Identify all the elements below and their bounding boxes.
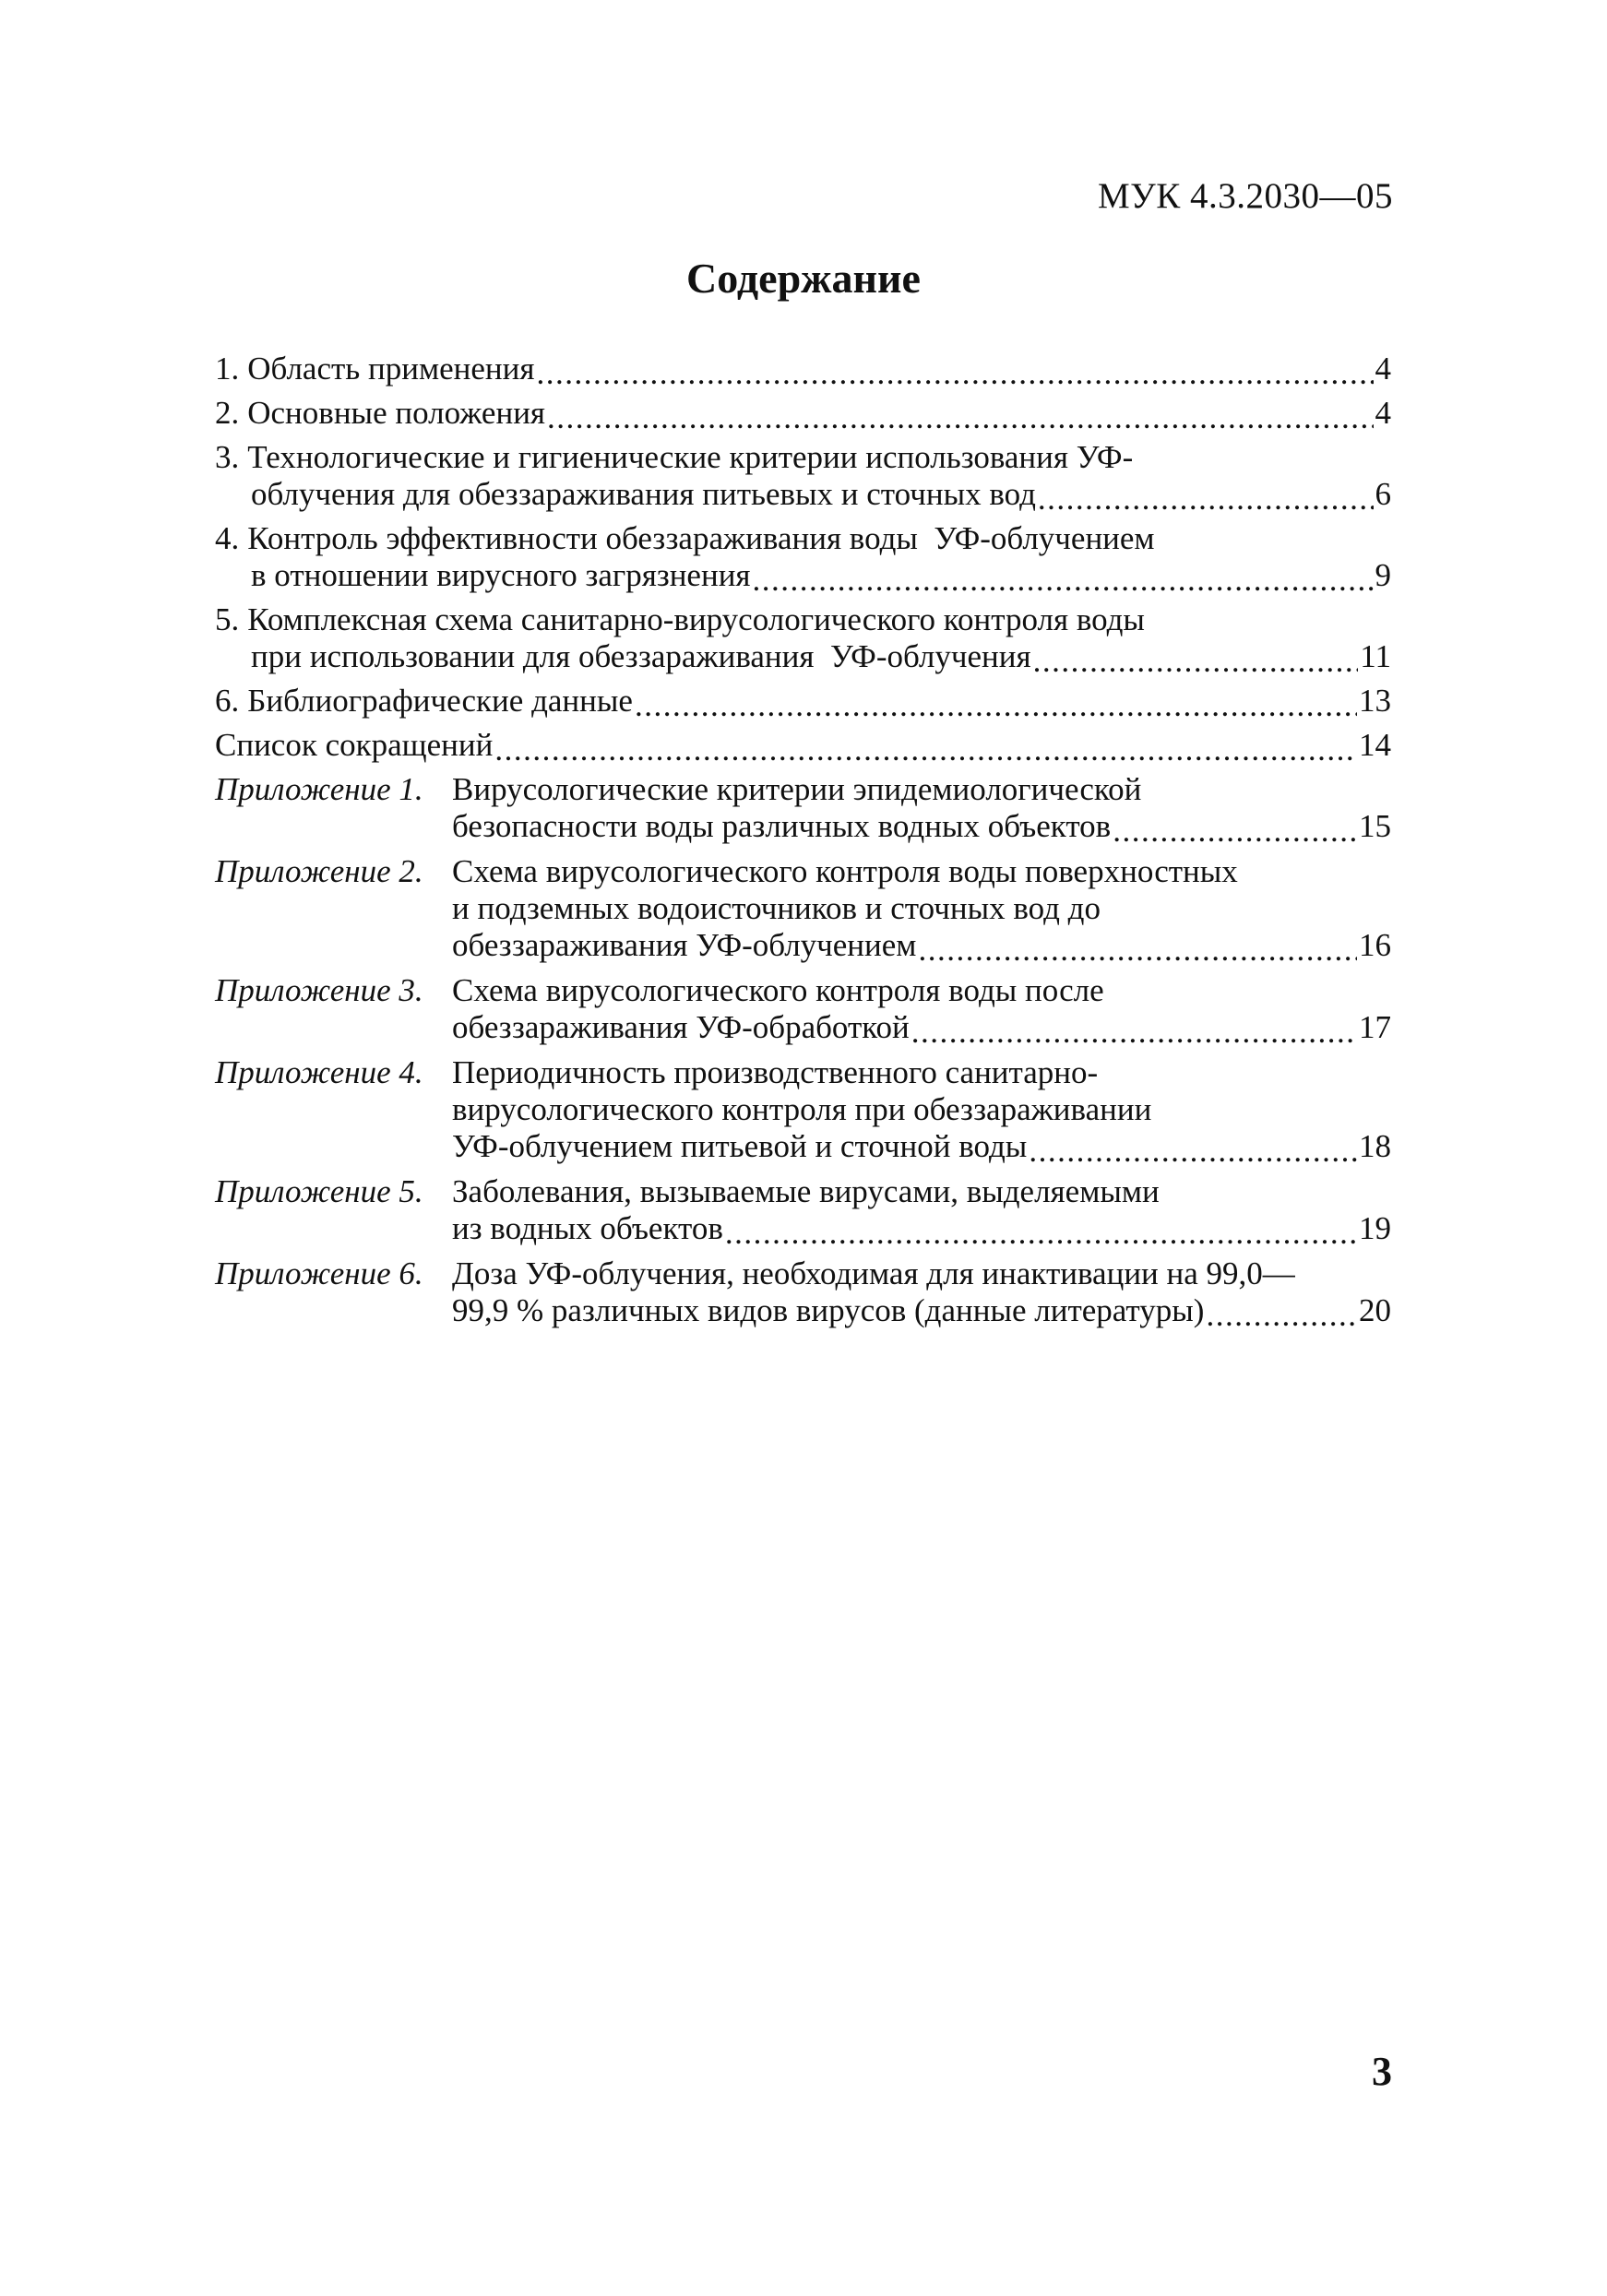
toc-appendix-entry[interactable]	[215, 853, 1391, 964]
page-ref: 13	[1359, 683, 1391, 719]
toc-appendix-entry[interactable]	[215, 1173, 1391, 1247]
appendix-label: Приложение 4.	[215, 1054, 423, 1090]
dot-leader	[1113, 817, 1357, 845]
toc-entry[interactable]	[215, 395, 1391, 432]
toc-appendix-entry[interactable]	[215, 972, 1391, 1046]
page-ref: 9	[1375, 557, 1391, 593]
section-number: 6.	[215, 683, 240, 719]
entry-text: вирусологического контроля при обеззараживании	[452, 1091, 1152, 1127]
page-ref: 19	[1359, 1210, 1391, 1246]
entry-text: Вирусологические критерии эпидемиологической	[452, 771, 1142, 807]
dot-leader	[918, 936, 1357, 964]
dot-leader	[911, 1018, 1357, 1046]
entry-text: Основные положения	[247, 395, 546, 431]
page-ref: 4	[1375, 395, 1391, 431]
dot-leader	[536, 360, 1373, 387]
appendix-label: Приложение 6.	[215, 1255, 423, 1291]
entry-text: обеззараживания УФ-обработкой	[452, 1009, 910, 1045]
page-ref: 16	[1359, 927, 1391, 963]
toc-entry[interactable]	[215, 351, 1391, 387]
appendix-label: Приложение 3.	[215, 972, 423, 1008]
toc-appendix-entry[interactable]	[215, 1255, 1391, 1329]
entry-text: Технологические и гигиенические критерии использования УФ-	[247, 439, 1134, 475]
entry-text: облучения для обеззараживания питьевых и сточных вод	[251, 476, 1036, 512]
dot-leader	[494, 736, 1357, 764]
dot-leader	[1206, 1302, 1357, 1329]
page-ref: 15	[1359, 808, 1391, 844]
entry-text: Схема вирусологического контроля воды поверхностных	[452, 853, 1238, 889]
entry-text: Заболевания, вызываемые вирусами, выделяемыми	[452, 1173, 1160, 1209]
dot-leader	[1033, 648, 1359, 675]
dot-leader	[753, 566, 1374, 594]
toc-entry[interactable]	[215, 520, 1391, 594]
section-number: 4.	[215, 520, 240, 556]
entry-text: Схема вирусологического контроля воды после	[452, 972, 1104, 1008]
entry-text: обеззараживания УФ-облучением	[452, 927, 917, 963]
entry-text: Контроль эффективности обеззараживания воды УФ-облучением	[247, 520, 1155, 556]
toc-entry[interactable]	[215, 439, 1391, 513]
page-ref: 20	[1359, 1292, 1391, 1328]
toc-appendix-entry[interactable]	[215, 1054, 1391, 1165]
entry-text: при использовании для обеззараживания УФ-облучения	[251, 638, 1031, 674]
page-ref: 6	[1375, 476, 1391, 512]
entry-text: в отношении вирусного загрязнения	[251, 557, 751, 593]
page-ref: 14	[1359, 727, 1391, 763]
appendix-label: Приложение 2.	[215, 853, 423, 889]
entry-text: Список сокращений	[215, 727, 494, 763]
toc-title: Содержание	[686, 255, 921, 302]
section-number: 2.	[215, 395, 240, 431]
toc-appendix-entry[interactable]	[215, 771, 1391, 845]
table-of-contents	[215, 351, 1391, 1338]
toc-entry[interactable]	[215, 727, 1391, 764]
entry-text: и подземных водоисточников и сточных вод до	[452, 890, 1101, 926]
entry-text: Периодичность производственного санитарно-	[452, 1054, 1099, 1090]
entry-text: УФ-облучением питьевой и сточной воды	[452, 1128, 1028, 1164]
section-number: 3.	[215, 439, 240, 475]
dot-leader	[547, 404, 1373, 432]
dot-leader	[1038, 485, 1374, 513]
page-ref: 11	[1360, 638, 1391, 674]
entry-text: безопасности воды различных водных объектов	[452, 808, 1112, 844]
page-ref: 18	[1359, 1128, 1391, 1164]
appendix-label: Приложение 1.	[215, 771, 423, 807]
page-ref: 4	[1375, 351, 1391, 387]
entry-text: Доза УФ-облучения, необходимая для инактивации на 99,0—	[452, 1255, 1295, 1291]
entry-text: Область применения	[247, 351, 535, 387]
document-code: МУК 4.3.2030—05	[1097, 176, 1393, 216]
appendix-label: Приложение 5.	[215, 1173, 423, 1209]
entry-text: Библиографические данные	[247, 683, 633, 719]
toc-entry[interactable]	[215, 683, 1391, 720]
page-number: 3	[1372, 2049, 1392, 2094]
dot-leader	[635, 692, 1357, 720]
toc-entry[interactable]	[215, 601, 1391, 675]
dot-leader	[725, 1219, 1357, 1247]
page-ref: 17	[1359, 1009, 1391, 1045]
section-number: 1.	[215, 351, 240, 387]
dot-leader	[1029, 1137, 1357, 1165]
entry-text: 99,9 % различных видов вирусов (данные литературы)	[452, 1292, 1205, 1328]
entry-text: из водных объектов	[452, 1210, 723, 1246]
section-number: 5.	[215, 601, 240, 637]
entry-text: Комплексная схема санитарно-вирусологического контроля воды	[247, 601, 1145, 637]
